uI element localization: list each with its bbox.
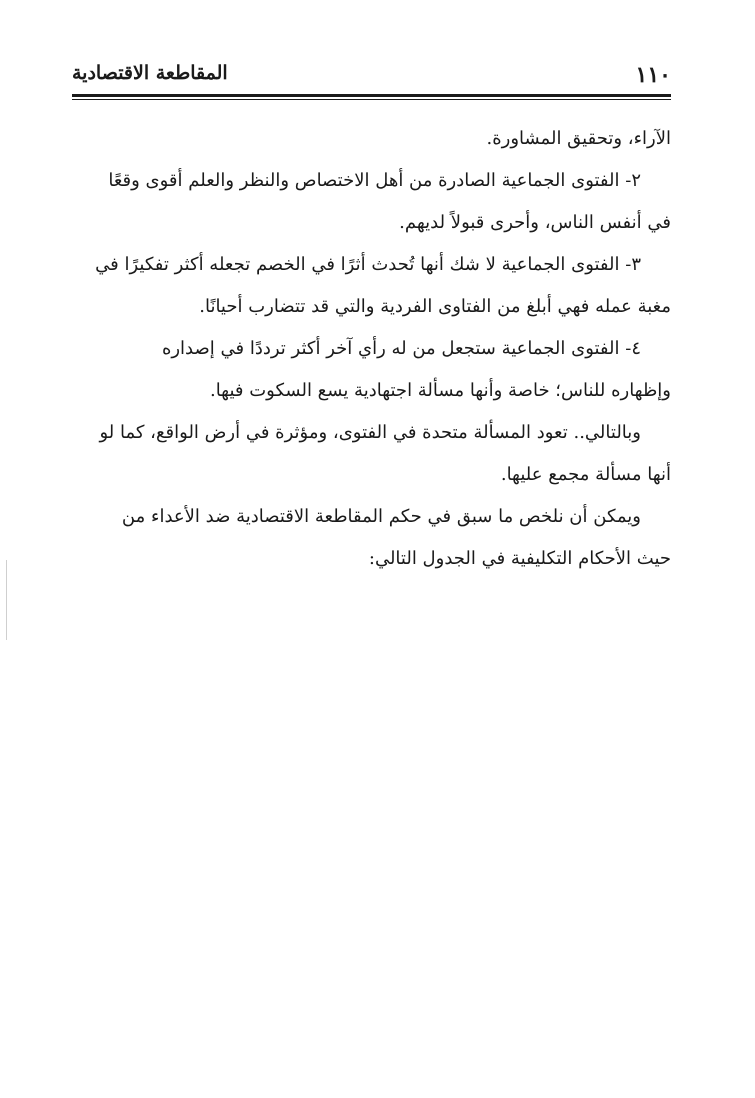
text-line: وإظهاره للناس؛ خاصة وأنها مسألة اجتهادية يسع السكوت فيها.	[209, 380, 671, 401]
text-line: الآراء، وتحقيق المشاورة.	[486, 128, 671, 149]
scan-edge-mark	[6, 560, 7, 640]
text-line: ٤- الفتوى الجماعية ستجعل من له رأي آخر أكثر ترددًا في إصداره	[161, 338, 641, 359]
text-line: حيث الأحكام التكليفية في الجدول التالي:	[368, 548, 671, 569]
text-line: وبالتالي.. تعود المسألة متحدة في الفتوى، ومؤثرة في أرض الواقع، كما لو	[99, 422, 641, 443]
text-line: في أنفس الناس، وأحرى قبولاً لديهم.	[399, 212, 671, 233]
page-header	[72, 58, 671, 92]
running-title: المقاطعة الاقتصادية	[72, 62, 228, 84]
header-rule-thick	[72, 94, 671, 97]
text-line: أنها مسألة مجمع عليها.	[500, 464, 671, 485]
text-line: ٣- الفتوى الجماعية لا شك أنها تُحدث أثرًا في الخصم تجعله أكثر تفكيرًا في	[95, 254, 641, 275]
text-line: ٢- الفتوى الجماعية الصادرة من أهل الاختصاص والنظر والعلم أقوى وقعًا	[108, 170, 641, 191]
page-number: ١١٠	[635, 62, 671, 88]
text-line: ويمكن أن نلخص ما سبق في حكم المقاطعة الاقتصادية ضد الأعداء من	[121, 506, 641, 527]
body-text	[72, 118, 671, 580]
header-rule-thin	[72, 99, 671, 100]
text-line: مغبة عمله فهي أبلغ من الفتاوى الفردية والتي قد تتضارب أحيانًا.	[199, 296, 671, 317]
